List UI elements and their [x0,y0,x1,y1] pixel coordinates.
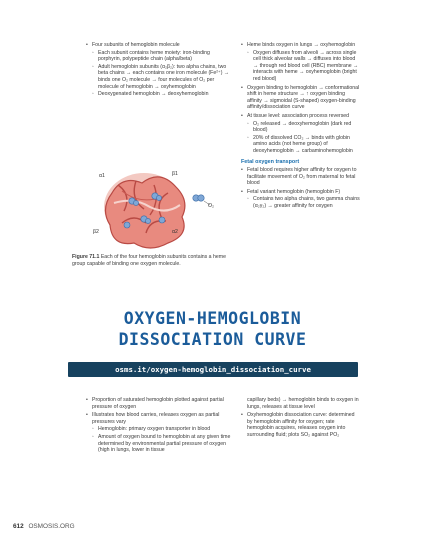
bullet-text: Heme binds oxygen in lungs → oxyhemoglobin [247,42,356,48]
bullet-text: Illustrates how blood carries, releases oxygen as partial pressures vary [92,412,220,425]
bullet-item [241,113,361,155]
figure-caption-text: Each of the four hemoglobin subunits contains a heme group capable of binding one oxygen molecule. [72,254,226,267]
bullet-text: Fetal blood requires higher affinity for oxygen to facilitate movement of O₂ from maternal to fetal blood [247,167,357,187]
sub-bullet-item: ◦ Oxygen diffuses from alveoli → across single cell thick alveolar walls → diffuses into blood → through red blood cell (RBC) membrane → interacts with heme → oxyhemoglobin (bright red blood) [247,50,361,83]
alpha2-label: α2 [172,229,178,235]
page-number: 612 [13,523,24,530]
left-bullet-list [86,42,232,98]
beta2-label: β2 [93,229,99,235]
sub-bullet-list [247,196,361,209]
bullet-item [241,412,361,438]
bullet-text: Oxyhemoglobin dissociation curve: determined by hemoglobin affinity for oxygen; rate hemoglobin acquires, releases oxygen into surrounding fluid; plots SO₂ against PO₂ [247,412,355,438]
sub-bullet-list [92,50,232,98]
left-column [86,42,232,100]
bullet-item [86,397,232,410]
right-bullet-list [241,42,361,155]
fetal-oxygen-heading: Fetal oxygen transport [241,158,300,165]
sub-bullet-list [247,50,361,83]
bullet-text: Fetal variant hemoglobin (hemoglobin F) [247,188,341,195]
bullet-item [241,85,361,111]
sub-bullet-item: ◦ Contains two alpha chains, two gamma chains (α₂γ₂) → greater affinity for oxygen [247,196,361,209]
bullet-text: Oxygen binding to hemoglobin → conformational shift in heme structure → ↑ oxygen binding affinity → sigmoidal (S-shaped) oxygen-binding affinity/dissociation curve [247,84,360,111]
bullet-item [86,42,232,98]
bullet-text: Four subunits of hemoglobin molecule [92,42,180,48]
right-column [241,42,361,212]
o2-label: O₂ [208,203,215,209]
bottom-right-column [241,397,361,441]
sub-bullet-item: ◦ Amount of oxygen bound to hemoglobin at any given time determined by environmental partial pressure of oxygen (high in lungs, lower in tissue [92,434,232,454]
sub-bullet-item: ◦ O₂ released → deoxyhemoglobin (dark red blood) [247,121,361,134]
sub-bullet-list [92,426,232,453]
bullet-item [241,189,361,210]
continued-text: capillary beds) → hemoglobin binds to oxygen in lungs, releases at tissue level [247,397,359,410]
sub-bullet-item: ◦ Hemoglobin: primary oxygen transporter in blood [92,426,232,433]
page-footer [13,523,75,530]
page-title-line1: OXYGEN-HEMOGLOBIN [123,309,302,328]
hemoglobin-molecule [104,173,185,248]
footer-brand: OSMOSIS.ORG [28,523,75,530]
sub-bullet-item: ◦ Deoxygenated hemoglobin → deoxyhemoglobin [92,91,232,98]
page-title-line2: DISSOCIATION CURVE [118,330,307,349]
figure-caption [72,254,230,267]
alpha1-label: α1 [99,173,105,179]
bullet-text: At tissue level: association process reversed [247,112,350,119]
hemoglobin-illustration [92,163,224,251]
sub-bullet-item: ◦ 20% of dissolved CO₂ → binds with globin amino acids (not heme group) of deoxyhemoglobin → carbaminohemoglobin [247,135,361,155]
bullet-item [241,167,361,187]
beta1-label: β1 [172,171,178,177]
bottom-right-bullet-list [241,412,361,438]
bullet-item [86,412,232,454]
sub-bullet-item: ◦ Each subunit contains heme moiety: iron-binding porphyrin, polypeptide chain (alpha/beta) [92,50,232,63]
figure-caption-number: Figure 71.1 [72,254,100,260]
bullet-text: Proportion of saturated hemoglobin plotted against partial pressure of oxygen [92,397,224,410]
osmosis-link-text[interactable]: osms.it/oxygen-hemoglobin_dissociation_curve [115,365,311,374]
sub-bullet-item: ◦ Adult hemoglobin subunits (α₂β₂): two alpha chains, two beta chains → each contains one iron molecule (Fe²⁺) → binds one O₂ molecule → four molecules of O₂ per molecule of hemoglobin → oxyhemoglobin [92,64,232,90]
fetal-bullet-list [241,167,361,210]
bullet-item [241,42,361,83]
hemoglobin-figure [92,163,224,251]
osmosis-link-banner[interactable] [68,362,358,377]
sub-bullet-list [247,121,361,155]
bottom-left-bullet-list [86,397,232,454]
bottom-left-column [86,397,232,456]
